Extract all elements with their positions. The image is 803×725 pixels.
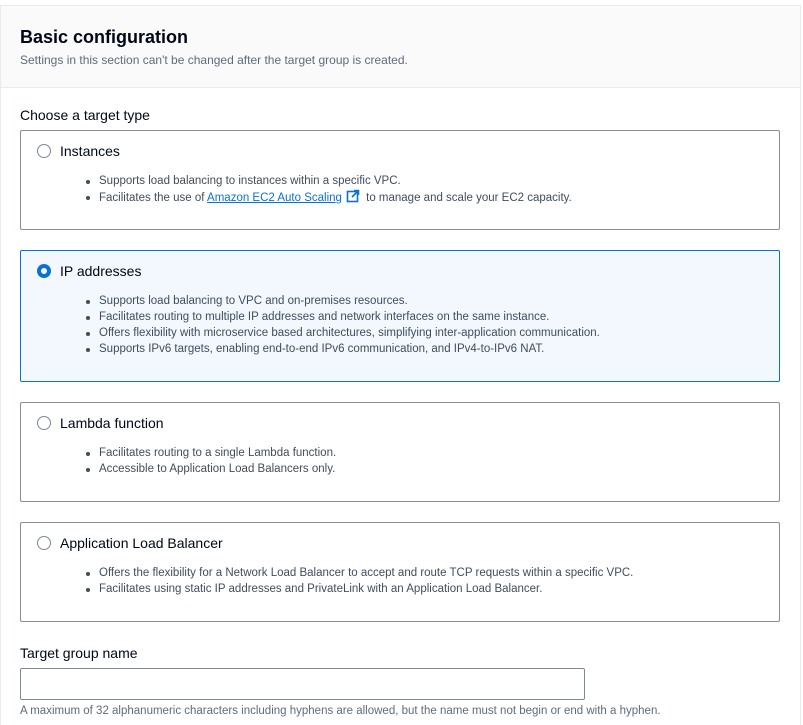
bullet-text: Facilitates the use of: [99, 192, 208, 204]
ip-addresses-bullet-list: [83, 293, 600, 357]
ip-addresses-radio[interactable]: [37, 264, 51, 278]
application-load-balancer-radio[interactable]: [37, 536, 51, 550]
lambda-function-label: Lambda function: [60, 415, 164, 431]
list-item: Accessible to Application Load Balancers only.: [83, 461, 336, 477]
target-type-label: Choose a target type: [20, 107, 150, 123]
application-load-balancer-bullet-list: [83, 565, 633, 597]
list-item: Supports load balancing to VPC and on-premises resources.: [83, 293, 600, 309]
target-type-option-instances[interactable]: [20, 130, 780, 230]
list-item: Supports IPv6 targets, enabling end-to-end IPv6 communication, and IPv4-to-IPv6 NAT.: [83, 341, 600, 357]
panel-header: [1, 6, 800, 88]
instances-bullet-list: [83, 173, 572, 206]
ip-addresses-label: IP addresses: [60, 263, 142, 279]
list-item: Facilitates routing to multiple IP addresses and network interfaces on the same instance.: [83, 309, 600, 325]
target-type-option-application-load-balancer[interactable]: [20, 522, 780, 622]
list-item: Offers flexibility with microservice based architectures, simplifying inter-application communication.: [83, 325, 600, 341]
target-type-option-ip-addresses[interactable]: [20, 250, 780, 382]
list-item: Offers the flexibility for a Network Load Balancer to accept and route TCP requests within a specific VPC.: [83, 565, 633, 581]
list-item: Supports load balancing to instances within a specific VPC.: [83, 173, 572, 189]
lambda-function-radio[interactable]: [37, 416, 51, 430]
target-type-option-lambda-function[interactable]: [20, 402, 780, 502]
instances-radio[interactable]: [37, 144, 51, 158]
list-item: Facilitates routing to a single Lambda function.: [83, 445, 336, 461]
instances-label: Instances: [60, 143, 120, 159]
panel-title: Basic configuration: [20, 27, 189, 47]
target-group-name-input[interactable]: [20, 668, 585, 700]
list-item: [83, 189, 572, 206]
list-item: Facilitates using static IP addresses and PrivateLink with an Application Load Balancer.: [83, 581, 633, 597]
target-group-name-hint: A maximum of 32 alphanumeric characters including hyphens are allowed, but the name must not begin or end with a hyphen.: [20, 705, 661, 717]
ec2-auto-scaling-link[interactable]: Amazon EC2 Auto Scaling: [207, 192, 342, 204]
panel-description: Settings in this section can't be changed after the target group is created.: [20, 53, 408, 67]
application-load-balancer-label: Application Load Balancer: [60, 535, 223, 551]
lambda-function-bullet-list: [83, 445, 336, 477]
external-link-icon[interactable]: [346, 189, 360, 203]
bullet-text: to manage and scale your EC2 capacity.: [362, 192, 572, 204]
target-group-name-label: Target group name: [20, 645, 138, 661]
